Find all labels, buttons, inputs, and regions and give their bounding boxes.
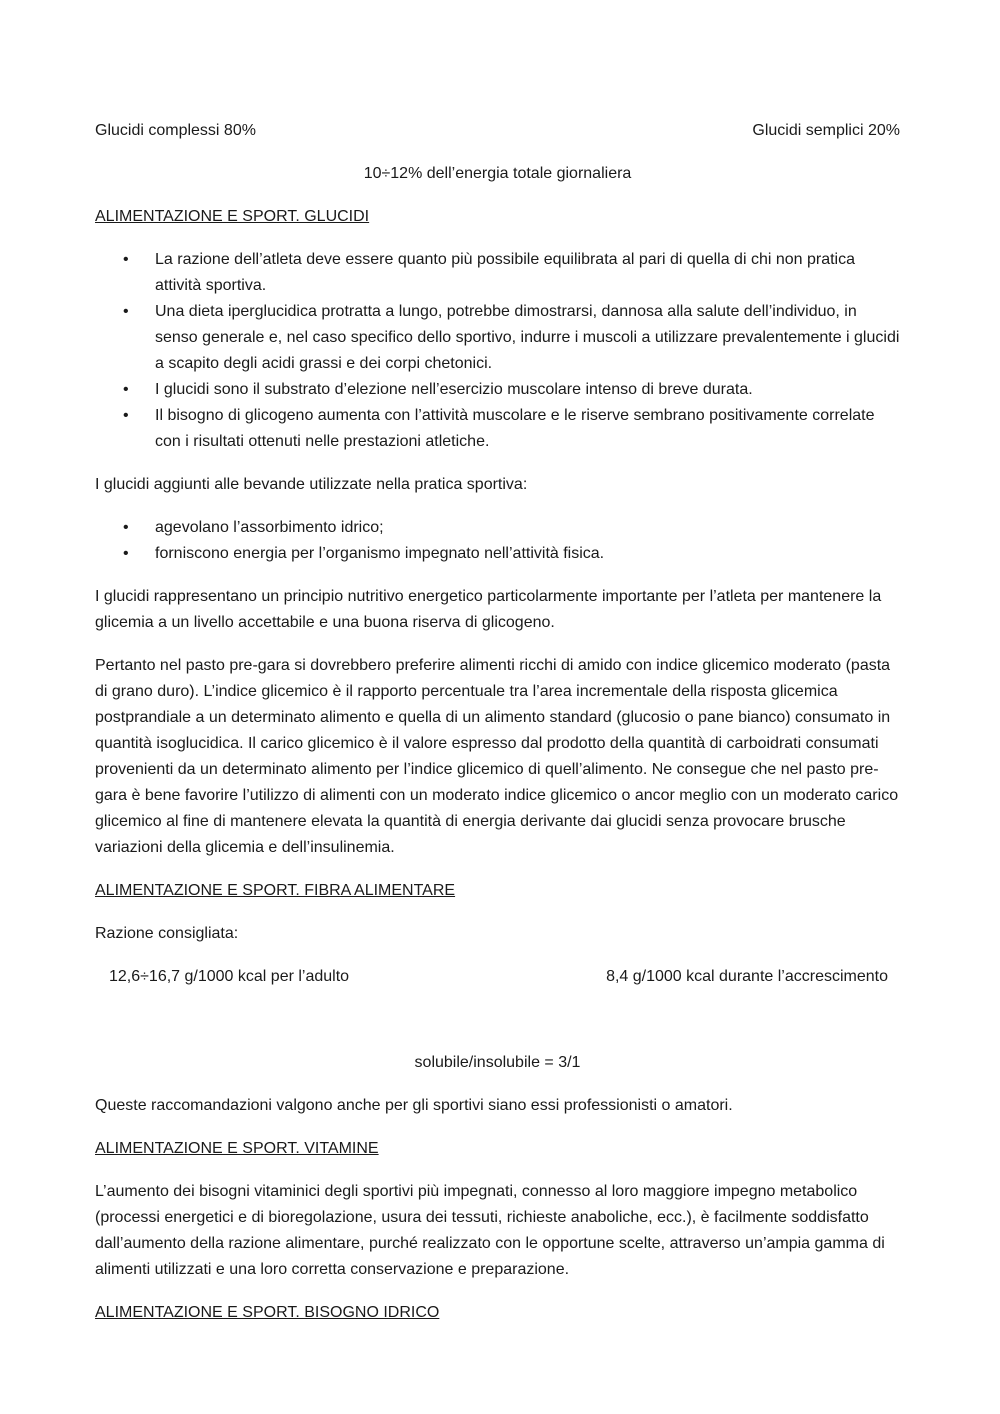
glucidi-paragraph: I glucidi rappresentano un principio nutritivo energetico particolarmente importante per l’atleta per mantenere la glicemia a un livello accettabile e una buona riserva di glicogeno. <box>95 588 882 631</box>
adult-ration: 12,6÷16,7 g/1000 kcal per l’adulto <box>109 968 350 985</box>
list-item: • La razione dell’atleta deve essere quanto più possibile equilibrata al pari di quella di chi non pratica attività sportiva. <box>95 247 900 299</box>
ration-label: Razione consigliata: <box>95 925 239 942</box>
idrico-heading: ALIMENTAZIONE E SPORT. BISOGNO IDRICO <box>95 1304 440 1321</box>
complex-carbs-label: Glucidi complessi 80% <box>95 122 256 139</box>
fibra-heading: ALIMENTAZIONE E SPORT. FIBRA ALIMENTARE <box>95 882 456 899</box>
vitamine-heading: ALIMENTAZIONE E SPORT. VITAMINE <box>95 1140 379 1157</box>
list-item: • agevolano l’assorbimento idrico; <box>95 515 900 541</box>
growth-ration: 8,4 g/1000 kcal durante l’accrescimento <box>606 968 888 985</box>
beverage-bullet-list <box>95 515 900 567</box>
list-item: • Una dieta iperglucidica protratta a lungo, potrebbe dimostrarsi, dannosa alla salute dell’individuo, in senso generale e, nel caso specifico dello sportivo, indurre i muscoli a utilizzare prevalentemente i glucidi a scapito degli acidi grassi e dei corpi chetonici. <box>95 299 900 377</box>
list-item: • Il bisogno di glicogeno aumenta con l’attività muscolare e le riserve sembrano positivamente correlate con i risultati ottenuti nelle prestazioni atletiche. <box>95 403 900 455</box>
pregara-paragraph: Pertanto nel pasto pre-gara si dovrebbero preferire alimenti ricchi di amido con indice glicemico moderato (pasta di grano duro). L’indice glicemico è il rapporto percentuale tra l’area incrementale della risposta glicemica postprandiale a un determinato alimento e quella di un alimento standard (glucosio o pane bianco) consumato in quantità isoglucidica. Il carico glicemico è il valore espresso dal prodotto della quantità di carboidrati consumati provenienti da un determinato alimento per l’indice glicemico di quell’alimento. Ne consegue che nel pasto pre-gara è bene favorire l’utilizzo di alimenti con un moderato indice glicemico o ancor meglio con un moderato carico glicemico al fine di mantenere elevata la quantità di energia derivante dai glucidi senza provocare brusche variazioni della glicemia e dell’insulinemia. <box>95 657 899 856</box>
document-page <box>95 118 900 1326</box>
list-item: • forniscono energia per l’organismo impegnato nell’attività fisica. <box>95 541 900 567</box>
energy-line: 10÷12% dell’energia totale giornaliera <box>363 165 632 182</box>
simple-carbs-label: Glucidi semplici 20% <box>752 122 900 139</box>
fiber-note: Queste raccomandazioni valgono anche per gli sportivi siano essi professionisti o amatori. <box>95 1097 733 1114</box>
vitamine-paragraph: L’aumento dei bisogni vitaminici degli sportivi più impegnati, connesso al loro maggiore impegno metabolico (processi energetici e di bioregolazione, usura dei tessuti, richieste anaboliche, ecc.), è facilmente soddisfatto dall’aumento della razione alimentare, purché realizzato con le opportune scelte, attraverso un’ampia gamma di alimenti utilizzati e una loro corretta conservazione e preparazione. <box>95 1183 885 1278</box>
fiber-ration-row <box>95 964 900 990</box>
beverage-intro: I glucidi aggiunti alle bevande utilizzate nella pratica sportiva: <box>95 476 528 493</box>
list-item: • I glucidi sono il substrato d’elezione nell’esercizio muscolare intenso di breve durata. <box>95 377 900 403</box>
carbohydrate-split-row <box>95 118 900 144</box>
glucidi-bullet-list <box>95 247 900 455</box>
fiber-ratio: solubile/insolubile = 3/1 <box>414 1054 581 1071</box>
glucidi-heading: ALIMENTAZIONE E SPORT. GLUCIDI <box>95 208 370 225</box>
